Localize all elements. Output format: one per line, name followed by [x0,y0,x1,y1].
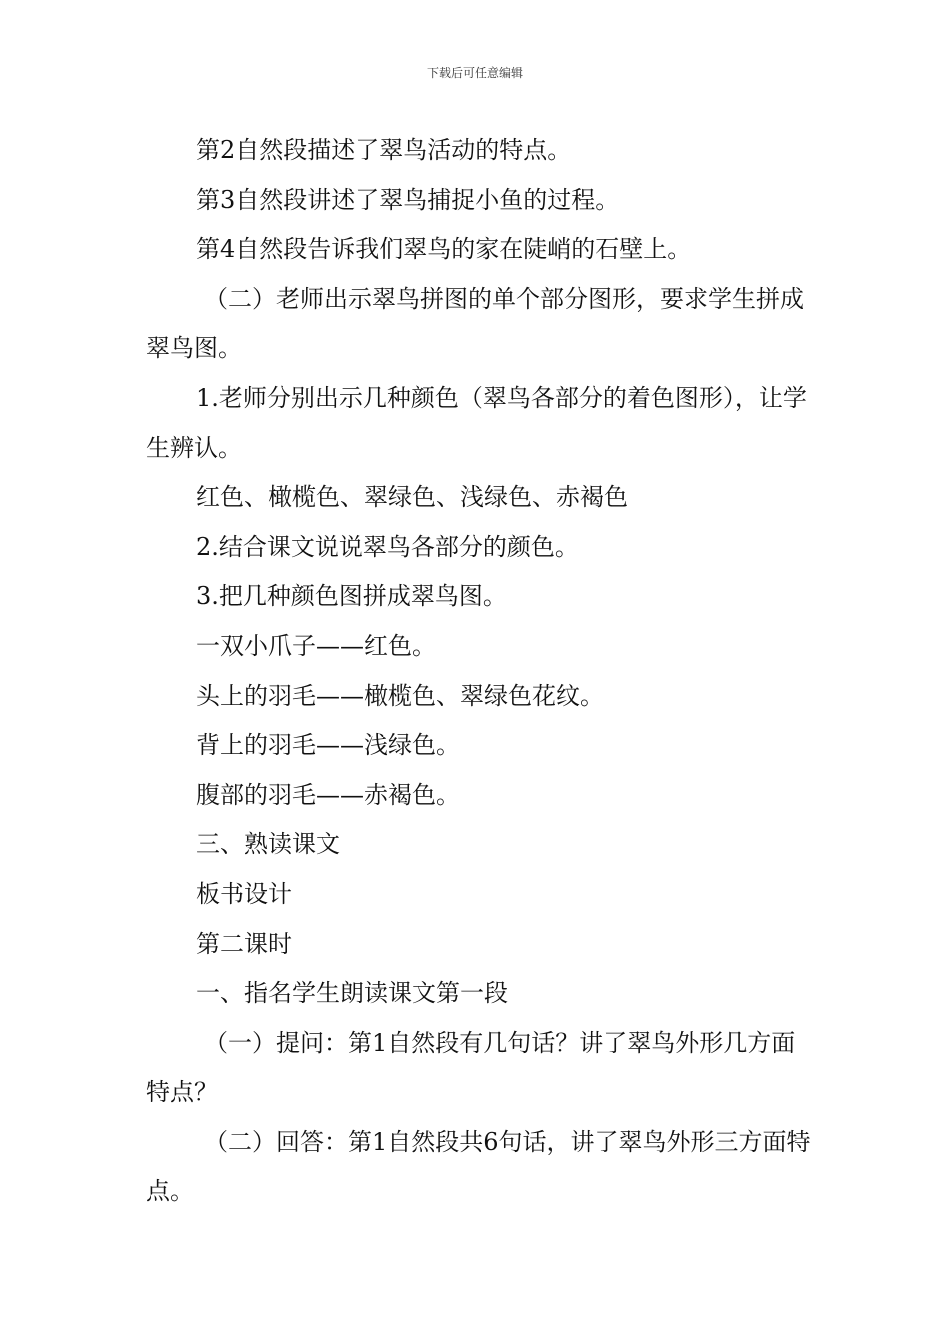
paragraph: 红色、橄榄色、翠绿色、浅绿色、赤褐色 [196,483,628,512]
paragraph: （一）提问：第1自然段有几句话？讲了翠鸟外形几方面特点？ [146,1028,796,1107]
section-heading: 第二课时 [196,929,292,958]
paragraph: 1.老师分别出示几种颜色（翠鸟各部分的着色图形），让学生辨认。 [146,383,807,462]
paragraph: （二）回答：第1自然段共6句话，讲了翠鸟外形三方面特点。 [146,1127,811,1206]
paragraph: 3.把几种颜色图拼成翠鸟图。 [196,582,507,611]
paragraph: 头上的羽毛——橄榄色、翠绿色花纹。 [196,681,604,710]
paragraph: （二）老师出示翠鸟拼图的单个部分图形，要求学生拼成翠鸟图。 [146,284,804,363]
document-body [146,126,816,1217]
paragraph: 第2自然段描述了翠鸟活动的特点。 [196,136,572,164]
page-header: 下载后可任意编辑 [426,66,523,80]
paragraph: 第3自然段讲述了翠鸟捕捉小鱼的过程。 [196,185,620,214]
paragraph: 背上的羽毛——浅绿色。 [196,731,460,760]
paragraph: 一双小爪子——红色。 [196,631,436,660]
section-heading: 一、指名学生朗读课文第一段 [196,979,508,1008]
section-heading: 三、熟读课文 [196,830,340,859]
paragraph: 2.结合课文说说翠鸟各部分的颜色。 [196,532,579,561]
section-heading: 板书设计 [196,879,292,908]
paragraph: 第4自然段告诉我们翠鸟的家在陡峭的石壁上。 [196,235,692,264]
paragraph: 腹部的羽毛——赤褐色。 [196,780,460,809]
